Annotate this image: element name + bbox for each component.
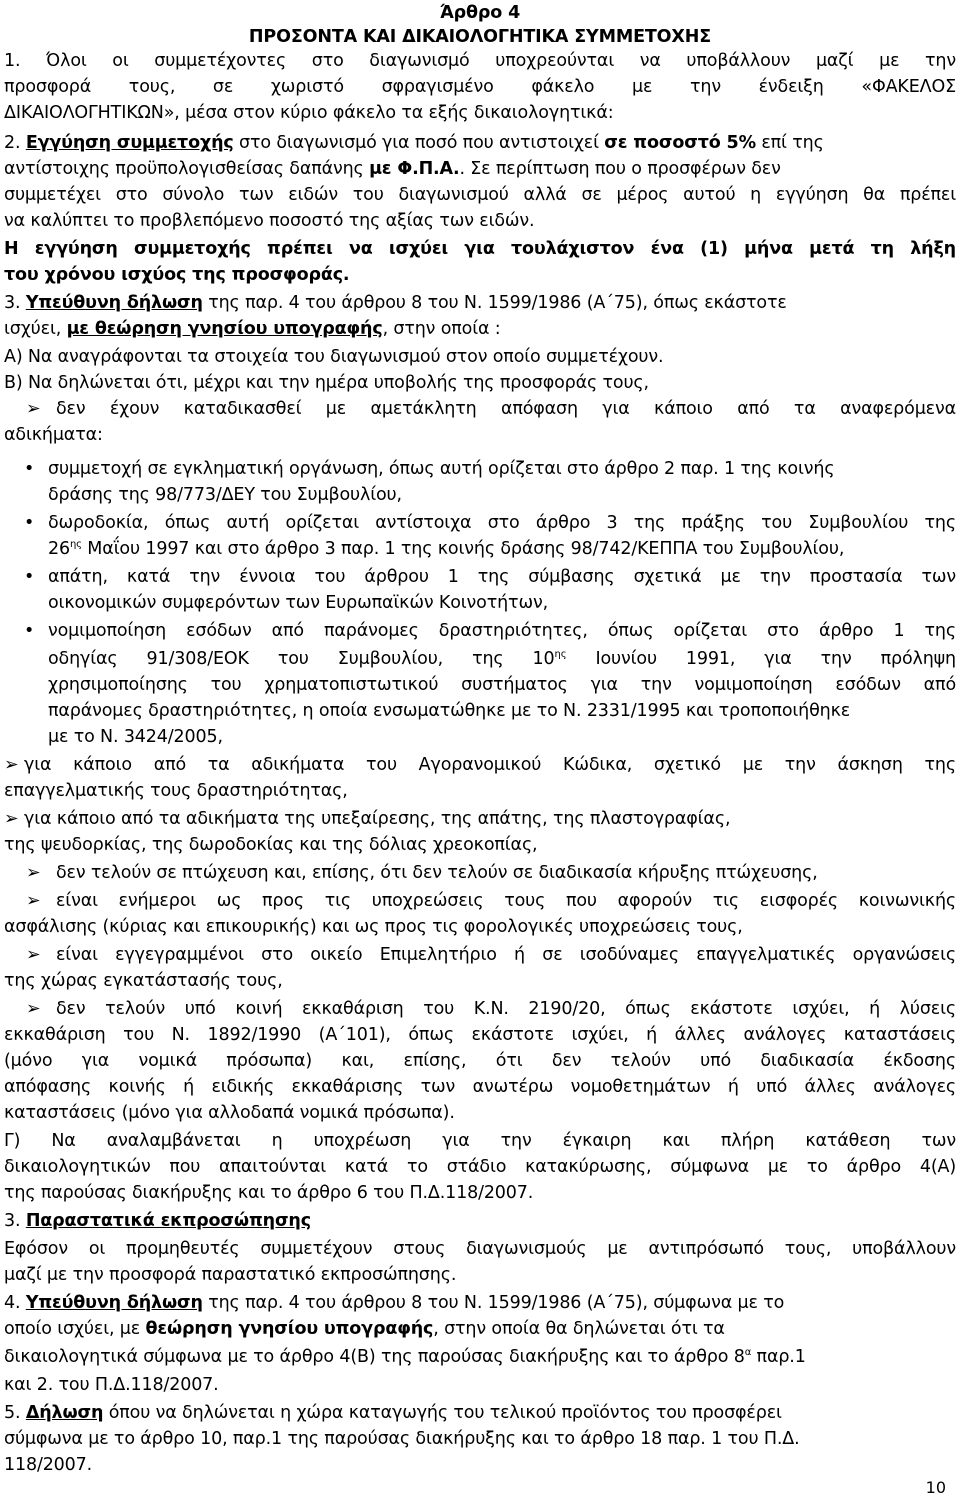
paragraph-2-line-2: αντίστοιχης προϋπολογισθείσας δαπάνης με Φ.Π.Α.. Σε περίπτωση που ο προσφέρων δεν: [4, 159, 781, 179]
arrow-item-convicted-line-2: αδικήματα:: [4, 425, 103, 445]
bullet-icon: •: [24, 621, 35, 641]
paragraph-1-line-3: ΔΙΚΑΙΟΛΟΓΗΤΙΚΩΝ», μέσα στον κύριο φάκελο τα εξής δικαιολογητικά:: [4, 103, 614, 123]
arrow-item-6-line-3: (μόνο για νομικά πρόσωπα) και, επίσης, ότι δεν τελούν υπό διαδικασία έκδοσης: [4, 1051, 956, 1071]
paragraph-4-line-4: και 2. του Π.Δ.118/2007.: [4, 1375, 219, 1395]
paragraph-4-line-1: 4. Υπεύθυνη δήλωση της παρ. 4 του άρθρου 8 του Ν. 1599/1986 (Α΄75), σύμφωνα με το: [4, 1293, 785, 1313]
document-page: Άρθρο 4 ΠΡΟΣΟΝΤΑ ΚΑΙ ΔΙΚΑΙΟΛΟΓΗΤΙΚΑ ΣΥΜΜΕΤΟΧΗΣ 1. Όλοι οι συμμετέχοντες στο διαγωνισμό υποχρεούνται να υποβάλλουν μαζί με την προσφορά τους, σε χωριστό σφραγισμένο φάκελο με την ένδειξη «ΦΑΚΕΛΟΣ ΔΙΚΑΙΟΛΟΓΗΤΙΚΩΝ», μέσα στον κύριο φάκελο τα εξής δικαιολογητικά: 2. Εγγύηση συμμετοχής στο διαγωνισμό για ποσό που αντιστοιχεί σε ποσοστό 5% επί της αντίστοιχης προϋπολογισθείσας δαπάνης με Φ.Π.Α.. Σε περίπτωση που ο προσφέρων δεν συμμετέχει στο σύνολο των ειδών του διαγωνισμού αλλά σε μέρος αυτού η εγγύηση θα πρέπει να καλύπτει το προβλεπόμενο ποσοστό της αξίας των ειδών. Η εγγύηση συμμετοχής πρέπει να ισχύει για τουλάχιστον ένα (1) μήνα μετά τη λήξη του χρόνου ισχύος της προσφοράς. 3. Υπεύθυνη δήλωση της παρ. 4 του άρθρου 8 του Ν. 1599/1986 (Α΄75), όπως εκάστοτε ισχύει, με θεώρηση γνησίου υπογραφής, στην οποία : Α) Να αναγράφονται τα στοιχεία του διαγωνισμού στον οποίο συμμετέχουν. Β) Να δηλώνεται ότι, μέχρι και την ημέρα υποβολής της προσφοράς τους, ➢ δεν έχουν καταδικασθεί με αμετάκλητη απόφαση για κάποιο από τα αναφερόμενα αδικήματα: • συμμετοχή σε εγκληματική οργάνωση, όπως αυτή ορίζεται στο άρθρο 2 παρ. 1 της κοινής δράσης της 98/773/ΔΕΥ του Συμβουλίου, • δωροδοκία, όπως αυτή ορίζεται αντίστοιχα στο άρθρο 3 της πράξης του Συμβουλίου της $26^{\eta\varsigma}$ Μαΐου 1997 και στο άρθρο 3 παρ. 1 της κοινής δράσης 98/742/ΚΕΠΠΑ του Συμβουλίου, • απάτη, κατά την έννοια του άρθρου 1 της σύμβασης σχετικά με την προστασία των οικονομικών συμφερόντων των Ευρωπαϊκών Κοινοτήτων, • νομιμοποίηση εσόδων από παράνομες δραστηριότητες, όπως ορίζεται στο άρθρο 1 της οδηγίας 91/308/ΕΟΚ του Συμβουλίου, της $10^{\eta\varsigma}$ Ιουνίου 1991, για την πρόληψη χρησιμοποίησης του χρηματοπιστωτικού συστήματος για την νομιμοποίηση εσόδων από παράνομες δραστηριότητες, η οποία ενσωματώθηκε με το Ν. 2331/1995 και τροποποιήθηκε με το Ν. 3424/2005, ➢ για κάποιο από τα αδικήματα του Αγορανομικού Κώδικα, σχετικό με την άσκηση της επαγγελματικής τους δραστηριότητας, ➢ για κάποιο από τα αδικήματα της υπεξαίρεσης, της απάτης, της πλαστογραφίας, της ψευδορκίας, της δωροδοκίας και της δόλιας χρεοκοπίας, ➢ δεν τελούν σε πτώχευση και, επίσης, ότι δεν τελούν σε διαδικασία κήρυξης πτώχευσης, ➢ είναι ενήμεροι ως προς τις υποχρεώσεις τους που αφορούν τις εισφορές κοινωνικής ασφάλισης (κύριας και επικουρικής) και ως προς τις φορολογικές υποχρεώσεις τους, ➢ είναι εγγεγραμμένοι στο οικείο Επιμελητήριο ή σε ισοδύναμες επαγγελματικές οργανώσεις της χώρας εγκατάστασής τους, ➢ δεν τελούν υπό κοινή εκκαθάριση του Κ.Ν. 2190/20, όπως εκάστοτε ισχύει, ή λύσεις εκκαθάριση του Ν. 1892/1990 (Α΄101), όπως εκάστοτε ισχύει, ή άλλες ανάλογες καταστάσεις (μόνο για νομικά πρόσωπα) και, επίσης, ότι δεν τελούν υπό διαδικασία έκδοσης απόφασης κοινής ή ειδικής εκκαθάρισης των ανωτέρω νομοθετημάτων ή υπό άλλες ανάλογες καταστάσεις (μόνο για αλλοδαπά νομικά πρόσωπα). Γ) Να αναλαμβάνεται η υποχρέωση για την έγκαιρη και πλήρη κατάθεση των δικαιολογητικών που απαιτούνται κατά το στάδιο κατακύρωσης, σύμφωνα με το άρθρο 4(Α) της παρούσας διακήρυξης και το άρθρο 6 του Π.Δ.118/2007. 3. Παραστατικά εκπροσώπησης Εφόσον οι προμηθευτές συμμετέχουν στους διαγωνισμούς με αντιπρόσωπό τους, υποβάλλουν μαζί με την προσφορά παραστατικό εκπροσώπησης. 4. Υπεύθυνη δήλωση της παρ. 4 του άρθρου 8 του Ν. 1599/1986 (Α΄75), σύμφωνα με το οποίο ισχύει, με θεώρηση γνησίου υπογραφής, στην οποία θα δηλώνεται ότι τα δικαιολογητικά σύμφωνα με το άρθρο 4(Β) της παρούσας διακήρυξης και το άρθρο $8^\alpha$ παρ.1 και 2. του Π.Δ.118/2007. 5. Δήλωση όπου να δηλώνεται η χώρα καταγωγής του τελικού προϊόντος του προσφέρει σύμφωνα με το άρθρο 10, παρ.1 της παρούσας διακήρυξης και το άρθρο 18 παρ. 1 του Π.Δ. 118/2007. 10: [0, 0, 960, 1506]
paragraph-5-line-2: σύμφωνα με το άρθρο 10, παρ.1 της παρούσας διακήρυξης και το άρθρο 18 παρ. 1 του Π.Δ.: [4, 1429, 800, 1449]
arrow-item-1-line-2: επαγγελματικής τους δραστηριότητας,: [4, 781, 348, 801]
paragraph-2-line-3: συμμετέχει στο σύνολο των ειδών του διαγωνισμού αλλά σε μέρος αυτού η εγγύηση θα πρέπει: [4, 185, 956, 205]
bullet-item-4-line-2: οδηγίας 91/308/ΕΟΚ του Συμβουλίου, της $10^{\eta\varsigma}$ Ιουνίου 1991, για την πρόληψη: [48, 649, 956, 669]
clause-a: Α) Να αναγράφονται τα στοιχεία του διαγωνισμού στον οποίο συμμετέχουν.: [4, 347, 664, 367]
bullet-icon: •: [24, 567, 35, 587]
guarantee-validity-line-1: Η εγγύηση συμμετοχής πρέπει να ισχύει για τουλάχιστον ένα (1) μήνα μετά τη λήξη: [4, 239, 956, 259]
clause-c-line-2: δικαιολογητικών που απαιτούνται κατά το στάδιο κατακύρωσης, σύμφωνα με το άρθρο 4(Α): [4, 1157, 956, 1177]
arrow-item-4-line-2: ασφάλισης (κύριας και επικουρικής) και ως προς τις φορολογικές υποχρεώσεις τους,: [4, 917, 743, 937]
article-heading: Άρθρο 4: [439, 3, 521, 23]
arrow-item-5-line-2: της χώρας εγκατάστασής τους,: [4, 971, 283, 991]
arrow-bullet-icon: ➢: [26, 399, 41, 419]
paragraph-5-line-3: 118/2007.: [4, 1455, 93, 1475]
representation-heading: 3. Παραστατικά εκπροσώπησης: [4, 1211, 311, 1231]
item-number: 2.: [4, 133, 26, 153]
paragraph-4-line-3: δικαιολογητικά σύμφωνα με το άρθρο 4(Β) της παρούσας διακήρυξης και το άρθρο $8^\alpha$ παρ.1: [4, 1347, 806, 1367]
paragraph-1-line-1: 1. Όλοι οι συμμετέχοντες στο διαγωνισμό υποχρεούνται να υποβάλλουν μαζί με την: [4, 51, 956, 71]
representation-line-1: Εφόσον οι προμηθευτές συμμετέχουν στους διαγωνισμούς με αντιπρόσωπό τους, υποβάλλουν: [4, 1239, 956, 1259]
paragraph-3-line-2: ισχύει, με θεώρηση γνησίου υπογραφής, στην οποία :: [4, 319, 501, 339]
arrow-bullet-icon: ➢: [4, 809, 19, 829]
bullet-item-4-line-5: με το Ν. 3424/2005,: [48, 727, 223, 747]
bullet-item-2-line-2: $26^{\eta\varsigma}$ Μαΐου 1997 και στο άρθρο 3 παρ. 1 της κοινής δράσης 98/742/ΚΕΠΠΑ του Συμβουλίου,: [48, 539, 845, 559]
arrow-bullet-icon: ➢: [26, 945, 41, 965]
clause-c-line-1: Γ) Να αναλαμβάνεται η υποχρέωση για την έγκαιρη και πλήρη κατάθεση των: [4, 1131, 956, 1151]
paragraph-2-line-1: 2. Εγγύηση συμμετοχής στο διαγωνισμό για ποσό που αντιστοιχεί σε ποσοστό 5% επί της: [4, 133, 824, 153]
paragraph-2-line-4: να καλύπτει το προβλεπόμενο ποσοστό της αξίας των ειδών.: [4, 211, 535, 231]
bullet-icon: •: [24, 513, 35, 533]
page-number: 10: [925, 1478, 946, 1497]
arrow-bullet-icon: ➢: [4, 755, 19, 775]
paragraph-5-line-1: 5. Δήλωση όπου να δηλώνεται η χώρα καταγωγής του τελικού προϊόντος του προσφέρει: [4, 1403, 782, 1423]
article-title: ΠΡΟΣΟΝΤΑ ΚΑΙ ΔΙΚΑΙΟΛΟΓΗΤΙΚΑ ΣΥΜΜΕΤΟΧΗΣ: [248, 27, 712, 47]
bullet-item-1-line-2: δράσης της 98/773/ΔΕΥ του Συμβουλίου,: [48, 485, 402, 505]
declaration-term: Υπεύθυνη δήλωση: [25, 293, 203, 313]
arrow-item-6-line-2: εκκαθάριση του Ν. 1892/1990 (Α΄101), όπως εκάστοτε ισχύει, ή άλλες ανάλογες καταστάσεις: [4, 1025, 956, 1045]
guarantee-validity-line-2: του χρόνου ισχύος της προσφοράς.: [4, 265, 350, 285]
arrow-bullet-icon: ➢: [26, 863, 41, 883]
arrow-item-2-line-2: της ψευδορκίας, της δωροδοκίας και της δόλιας χρεοκοπίας,: [4, 835, 538, 855]
representation-line-2: μαζί με την προσφορά παραστατικό εκπροσώπησης.: [4, 1265, 457, 1285]
bullet-item-3-line-2: οικονομικών συμφερόντων των Ευρωπαϊκών Κοινοτήτων,: [48, 593, 548, 613]
paragraph-1-line-2: προσφορά τους, σε χωριστό σφραγισμένο φάκελο με την ένδειξη «ΦΑΚΕΛΟΣ: [4, 77, 956, 97]
paragraph-4-line-2: οποίο ισχύει, με θεώρηση γνησίου υπογραφής, στην οποία θα δηλώνεται ότι τα: [4, 1319, 725, 1339]
clause-c-line-3: της παρούσας διακήρυξης και το άρθρο 6 του Π.Δ.118/2007.: [4, 1183, 534, 1203]
clause-b: Β) Να δηλώνεται ότι, μέχρι και την ημέρα υποβολής της προσφοράς τους,: [4, 373, 649, 393]
paragraph-3-line-1: 3. Υπεύθυνη δήλωση της παρ. 4 του άρθρου 8 του Ν. 1599/1986 (Α΄75), όπως εκάστοτε: [4, 293, 787, 313]
bullet-item-4-line-4: παράνομες δραστηριότητες, η οποία ενσωματώθηκε με το Ν. 2331/1995 και τροποποιήθηκε: [48, 701, 851, 721]
arrow-bullet-icon: ➢: [26, 891, 41, 911]
bullet-icon: •: [24, 459, 35, 479]
arrow-item-6-line-5: καταστάσεις (μόνο για αλλοδαπά νομικά πρόσωπα).: [4, 1103, 455, 1123]
arrow-item-6-line-4: απόφασης κοινής ή ειδικής εκκαθάρισης των ανωτέρω νομοθετημάτων ή υπό άλλες ανάλογες: [4, 1077, 956, 1097]
arrow-bullet-icon: ➢: [26, 999, 41, 1019]
guarantee-term: Εγγύηση συμμετοχής: [25, 133, 234, 153]
bullet-item-4-line-3: χρησιμοποίησης του χρηματοπιστωτικού συστήματος για την νομιμοποίηση εσόδων από: [48, 675, 956, 695]
